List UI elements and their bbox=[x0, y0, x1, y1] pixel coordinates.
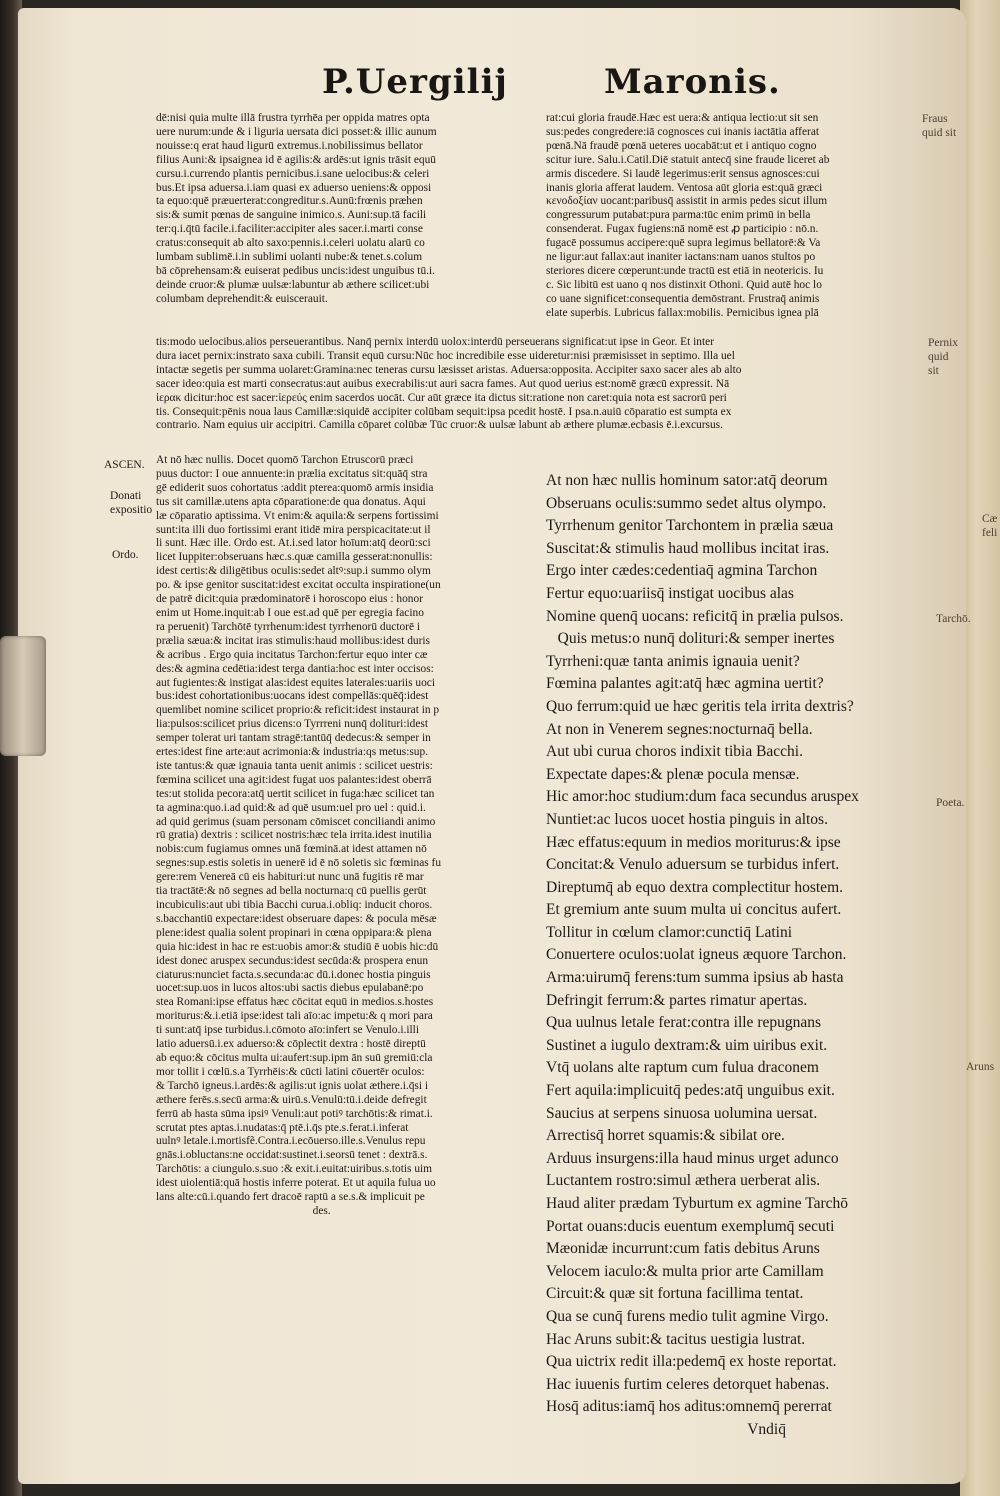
commentary-bottom-line: tus sit camillæ.utens apta cōparatione:de qua donatus. Aqui bbox=[156, 495, 426, 508]
verse-line: Obseruans oculis:summo sedet altus olympo. bbox=[546, 494, 827, 512]
commentary-top-left bbox=[156, 112, 550, 307]
verse-line: Hac Aruns subit:& tacitus uestigia lustrat. bbox=[546, 1330, 806, 1348]
commentary-wide-line: dura iacet pernix:instrato saxa cubili. Transit equū cursu:Nūc hoc incredibile esse uideretur:nisi præmisisset in septimo. Illa uel bbox=[156, 349, 735, 362]
verse-line: At non in Venerem segnes:nocturnaq̄ bella. bbox=[546, 720, 813, 738]
commentary-bottom-line: & Tarchō igneus.i.ardēs:& agilis:ut ignis uolat æthere.i.q̄si i bbox=[156, 1079, 429, 1092]
commentary-top-right-line: rat:cui gloria fraudē.Hæc est uera:& antiqua lectio:ut sit sen bbox=[546, 112, 819, 124]
verse-line: Saucius at serpens sinuosa uolumina uersat. bbox=[546, 1104, 818, 1122]
commentary-bottom-line: læ cōparatio aptissima. Vt enim:& aquila:& serpens fortissimi bbox=[156, 509, 439, 522]
commentary-bottom-line: idest uiolentiā:quā hostis inferre poterat. Et ut aquila fulua uo bbox=[156, 1177, 436, 1190]
commentary-bottom-line: lans alte:cū.i.quando fert dracoē raptū a se.s.& implicuit pe bbox=[156, 1191, 425, 1204]
verse-line: Concitat:& Venulo aduersum se turbidus infert. bbox=[546, 856, 840, 874]
commentary-bottom-line: rū gratia) dextris : scilicet nostris:hæc tela irrita.idest inutilia bbox=[156, 829, 432, 842]
commentary-bottom-line: iste tantus:& quæ ignauia tanta uenit animis : scilicet uestris: bbox=[156, 759, 433, 772]
commentary-top-right-line: congressurum putabat:pura parma:tūc enim primū in bella bbox=[546, 209, 811, 222]
commentary-bottom-line: ferrū ab hasta sūma ipsiꝰ Venuli:aut potiꝰ tarchōtis:& rimat.i. bbox=[156, 1107, 433, 1120]
verse-line: Ergo inter cædes:cedentiaq̄ agmina Tarchon bbox=[546, 562, 818, 580]
commentary-bottom-line: gē ediderit suos cohortatus :addit pterea:quomō armis insidia bbox=[156, 481, 434, 494]
commentary-top-right-line: fugacē possumus accipere:quē supra legimus bellatorē:& Va bbox=[546, 237, 821, 250]
commentary-bottom-line: stea Romani:ipse effatus hæc cōcitat equū in medios.s.hostes bbox=[156, 996, 434, 1009]
commentary-bottom-line: sunt:ita illi duo fortissimi erant itidē mira perspicacitate:ut il bbox=[156, 523, 431, 536]
verse-line: Hac iuuenis furtim celeres detorquet habenas. bbox=[546, 1375, 830, 1393]
commentary-bottom-line: bus:idest cohortationibus:uocans idest compellās:quēq̄:idest bbox=[156, 690, 429, 703]
verse-column bbox=[546, 470, 948, 1442]
commentary-wide-line: contrario. Nam equius uir accipitri. Camilla cōparet colūbæ Tūc cruor:& uulsæ labunt ab æthere plumæ.ecbasis ē.i.excursus. bbox=[156, 419, 723, 432]
commentary-bottom-line: incubiculis:aut ubi tibia Bacchi curua.i.obliq: inducit choros. bbox=[156, 899, 433, 911]
verse-line: Arma:uirumq̄ ferens:tum summa ipsius ab hasta bbox=[546, 969, 844, 987]
commentary-bottom-line: prælia sæua:& incitat iras stimulis:haud mollibus:idest duris bbox=[156, 634, 430, 647]
commentary-top-right-line: elate superbis. Lubricus fallax:mobilis. Pernicibus ignea plā bbox=[546, 306, 819, 319]
verse-line: Hosq̄ aditus:iamq̄ hos aditus:omnemq̄ pererrat bbox=[546, 1398, 832, 1416]
commentary-top-right-line: co uane significet:consequentia demōstrant. Frustraq̄ animis bbox=[546, 292, 820, 305]
commentary-top-left-line: nouisse:q erat haud ligurū extremus.i.nobilissimus bellator bbox=[156, 139, 423, 152]
commentary-wide-line: intactæ segetis per summa uolaret:Gramina:nec teneras cursu læsisset aristas. Aduersa:opposita. Accipiter saxo sacer ales ab alto bbox=[156, 363, 742, 376]
verse-line: Conuertere oculos:uolat igneus æquore Tarchon. bbox=[546, 946, 847, 964]
verse-line: Portat ouans:ducis euentum exemplumq̄ secuti bbox=[546, 1217, 835, 1235]
verse-line: Fert aquila:implicuitq̄ pedes:atq̄ unguibus exit. bbox=[546, 1082, 835, 1100]
margin-note-aruns: Aruns bbox=[966, 1061, 995, 1073]
margin-note-fraus: Fraus quid sit bbox=[922, 113, 957, 139]
commentary-bottom-line: licet Iuppiter:obseruans hæc.s.quæ camilla gesserat:nonullis: bbox=[156, 551, 433, 564]
margin-note-tarchon: Tarchō. bbox=[936, 613, 971, 625]
verse-line: Velocem iaculo:& multa prior arte Camillam bbox=[546, 1262, 824, 1280]
commentary-top-left-line: bus.Et ipsa aduersa.i.iam quasi ex aduerso ueniens:& opposi bbox=[156, 181, 432, 194]
book-clasp bbox=[0, 636, 46, 756]
verse-line: Expectate dapes:& plenæ pocula mensæ. bbox=[546, 765, 800, 783]
commentary-top-left-line: lumbam sublimē.i.in sublimi uolanti nube:& tenet.s.colum bbox=[156, 251, 423, 264]
verse-line: Suscitat:& stimulis haud mollibus incitat iras. bbox=[546, 539, 830, 557]
verse-line: Aut ubi curua choros indixit tibia Bacchi. bbox=[546, 743, 803, 761]
commentary-top-left-line: ter:q.i.q̄tū facile.i.faciliter:accipiter ales sacer.i.marti conse bbox=[156, 223, 423, 236]
commentary-bottom-line: ab equo:& cōcitus multa ui:aufert:sup.ipm ān suū gremiū:cla bbox=[156, 1051, 433, 1064]
verse-line: Et gremium ante suum multa ui concitus aufert. bbox=[546, 901, 842, 919]
commentary-bottom-line: latio aduersū.i.ex aduerso:& cōplectit dextra : hostē direptū bbox=[156, 1038, 426, 1051]
commentary-bottom-line: gere:rem Venereā cū eis habituri:ut nunc unā fugitis rē mar bbox=[156, 871, 424, 884]
commentary-bottom-line: ta agmina:quo.i.ad quid:& ad quē usum:uel pro uel : quid.i. bbox=[156, 801, 426, 814]
margin-note-pernix: Pernix quid sit bbox=[928, 337, 959, 377]
commentary-top-left-line: cratus:consequit ab alto saxo:pennis.i.celeri uolatu alarū co bbox=[156, 237, 425, 250]
verse-line: Arduus insurgens:illa haud minus urget adunco bbox=[546, 1149, 839, 1167]
commentary-bottom-line: scrutat ptes aptas.i.nudatas:q̄ ptē.i.q̄s pte.s.ferat.i.inferat bbox=[156, 1121, 409, 1134]
commentary-bottom-line: æthere ferēs.s.secū arma:& uirū.s.Venulū:tū.i.deide defregit bbox=[156, 1093, 427, 1106]
commentary-top-left-line: bā cōprehensam:& euiserat pedibus uncis:idest unguibus tū.i. bbox=[156, 264, 436, 277]
commentary-bottom-line: ertes:idest fine arte:aut acrimonia:& industria:qs metus:sup. bbox=[156, 746, 429, 759]
header-author: P.Uergilij bbox=[322, 62, 508, 102]
commentary-top-right bbox=[546, 112, 938, 321]
verse-line: Sustinet a iugulo dextram:& uim uiribus exit. bbox=[546, 1036, 828, 1054]
commentary-top-right-line: scitur iure. Salu.i.Catil.Diē statuit antecq̄ sine fraude liceret ab bbox=[546, 153, 830, 166]
commentary-bottom-line: tes:ut stolida pecora:atq̄ uertit scilicet in fuga:hæc scilicet tan bbox=[156, 787, 435, 800]
verse-line: Vtq̄ uolans alte raptum cum fulua draconem bbox=[546, 1059, 819, 1077]
commentary-top-left-line: uere nurum:unde & i liguria uersata dici posset:& illic aunum bbox=[156, 125, 437, 138]
commentary-top-right-line: armis discedere. Si laudē legerimus:erit sensus agnosces:cui bbox=[546, 167, 820, 180]
commentary-bottom-line: aut fugientes:& instigat alas:idest equites laterales:uariis uoci bbox=[156, 676, 435, 689]
verse-line: Qua se cunq̄ furens medio tulit agmine Virgo. bbox=[546, 1307, 829, 1325]
margin-note-ascen: ASCEN. bbox=[104, 459, 145, 471]
verse-line: Nuntiet:ac lucos uocet hostia pinguis in altos. bbox=[546, 810, 828, 828]
verse-line: Defringit ferrum:& partes rimatur apertas. bbox=[546, 991, 808, 1009]
commentary-bottom-line: semper tolerat uri tantam stragē:tantūq̄ dedecus:& semper in bbox=[156, 732, 431, 745]
commentary-bottom-line: ciaturus:nunciet facta.s.secunda:ac dū.i.donec hostia pinguis bbox=[156, 968, 431, 981]
commentary-bottom-line: moriturus:&.i.etiā ipse:idest tali aīo:ac impetu:& q mori para bbox=[156, 1010, 433, 1023]
margin-note-cae: Cæ feli bbox=[982, 513, 998, 539]
verse-line: Qua uulnus letale ferat:contra ille repugnans bbox=[546, 1014, 822, 1032]
verse-line: Nomine quenq̄ uocans: reficitq̄ in prælia pulsos. bbox=[546, 607, 844, 625]
verse-line: Haud aliter prædam Tyburtum ex agmine Tarchō bbox=[546, 1195, 849, 1212]
commentary-bottom-line: nobis:cum fugiamus omnes unā fœminā.at idest attamen nō bbox=[156, 843, 427, 856]
commentary-bottom-line: mor tollit i cœlū.s.a Tyrrhēis:& cūcti latini cōuertēr oculos: bbox=[156, 1065, 425, 1078]
commentary-bottom-line: de patrē dicit:quia prædominatorē i horoscopo eius : honor bbox=[156, 593, 423, 606]
commentary-bottom-line: s.bacchantiū expectare:idest obseruare dapes: & pocula mēsæ bbox=[156, 912, 437, 925]
commentary-top-left-line: sis:& sumit pœnas de sanguine inimico.s. Auni:sup.tā facili bbox=[156, 209, 427, 222]
commentary-bottom-line: idest certis:& diligētibus oculis:sedet altꝰ:sup.i summo olym bbox=[156, 565, 431, 578]
commentary-bottom-line: enim ut Home.inquit:ab I oue est.ad quē per egregia facino bbox=[156, 606, 424, 619]
commentary-bottom-line: Tarchōtis: a ciungulo.s.suo :& exit.i.euitat:uiribus.s.totis uim bbox=[156, 1163, 433, 1176]
commentary-bottom-line: gnās.i.obluctans:ne occidat:sustinet.i.seorsū tenet : dextrā.s. bbox=[156, 1149, 428, 1162]
verse-line: Hic amor:hoc studium:dum faca secundus aruspex bbox=[546, 788, 859, 806]
header-author-surname: Maronis. bbox=[604, 62, 781, 102]
commentary-top-left-line: dē:nisi quia multe illā frustra tyrrhēa per oppida matres opta bbox=[156, 112, 430, 124]
commentary-bottom-line: quemlibet nomine scilicet proprio:& reficit:idest instaurat in p bbox=[156, 704, 440, 717]
verse-line: Fœmina palantes agit:atq̄ hæc agmina uertit? bbox=[546, 675, 824, 693]
commentary-bottom-line: uocet:sup.uos in lucos altos:ubi sactis diebus epulabanē:po bbox=[156, 982, 424, 995]
commentary-top-left-line: ta equo:quē præuerterat:congreditur.s.Aunū:frœnis præhen bbox=[156, 195, 423, 208]
verse-line: Quis metus:o nunq̄ dolituri:& semper inertes bbox=[546, 630, 835, 648]
commentary-bottom-line: ti sunt:atq̄ ipse turbidus.i.cōmoto aīo:infert se Venulo.i.illi bbox=[156, 1024, 420, 1037]
commentary-bottom-line: lia:pulsos:scilicet prius dicens:o Tyrrreni nunq̄ dolituri:idest bbox=[156, 718, 429, 731]
commentary-wide bbox=[156, 336, 938, 433]
commentary-top-left-line: deinde cruor:& plumæ uulsæ:labuntur ab æthere scilicet:ubi bbox=[156, 278, 430, 291]
verse-line: Luctantem rostro:simul æthera uerberat alis. bbox=[546, 1172, 821, 1190]
verse-line: Arrectisq̄ horret squamis:& sibilat ore. bbox=[546, 1127, 785, 1145]
commentary-bottom-line: li sunt. Hæc ille. Ordo est. At.i.sed lator hoīum:atq̄ deorū:sci bbox=[156, 537, 431, 550]
commentary-bottom-line: ra peruenit) Tarchōtē tyrrhenum:idest tyrrhenorū ductorē i bbox=[156, 620, 421, 633]
commentary-top-left-line: columbam deprehendit:& euiscerauit. bbox=[156, 292, 328, 305]
next-page-edge bbox=[960, 0, 1000, 1496]
verse-line: Fertur equo:uariisq̄ instigat uocibus alas bbox=[546, 584, 794, 602]
verse-line: Mæonidæ incurrunt:cum fatis debitus Aruns bbox=[546, 1240, 820, 1258]
verse-line: Tollitur in cœlum clamor:cunctiq̄ Latini bbox=[546, 923, 792, 941]
commentary-bottom-line: uulnꝰ letale.i.mortisfẽ.Contra.i.ecōuerso.ille.s.Venulus repu bbox=[156, 1135, 426, 1148]
commentary-bottom-line: ad quid gerimus (suam personam cōmiscet conciliandi animo bbox=[156, 815, 436, 828]
commentary-wide-line: ἱερακ dicitur:hoc est sacer:ἱερεύς enim sacerdos uocāt. Cur aūt græce ita dictus sit:ratione non caret:quia nota est sacrorū peri bbox=[156, 391, 727, 404]
commentary-top-right-line: ne ligur:aut fallax:aut inaniter iactans:nam uanos stultos po bbox=[546, 251, 816, 264]
commentary-bottom-line: tia tractātē:& nō segnes ad bella nocturna:q cū puellis gerūt bbox=[156, 885, 427, 898]
commentary-bottom-line: At nō hæc nullis. Docet quomō Tarchon Etruscorū præci bbox=[156, 454, 414, 466]
commentary-top-right-line: c. Sic libitū est uano q nos distinxit Othoni. Quid autē hoc lo bbox=[546, 278, 822, 291]
verse-line: Direptumq̄ ab equo dextra complectitur hostem. bbox=[546, 878, 843, 896]
verse-line: Circuit:& quæ sit fortuna facillima tentat. bbox=[546, 1285, 804, 1303]
commentary-top-right-line: consenderat. Fugax fugiens:nā nomē est ꝓ participio : nō.n. bbox=[546, 223, 819, 236]
commentary-bottom-line: plene:idest qualia solent propinari in cœna oppipara:& plena bbox=[156, 926, 432, 939]
commentary-top-left-line: cursu.i.currendo plantis pernicibus.i.sane uelocibus:& celeri bbox=[156, 167, 430, 180]
commentary-bottom-line: des:& agmina cedētia:idest terga dantia:hoc est inter occisos: bbox=[156, 662, 434, 675]
commentary-bottom-line: puus ductor: I oue annuente:in prælia excitatus sit:quāq̄ stra bbox=[156, 467, 428, 480]
commentary-wide-line: tis. Consequit:pēnis noua laus Camillæ:siquidē accipiter colūbam sequit:ipsa pcedit hostē. I psa.n.auiū cōparatio est sumpta ex bbox=[156, 405, 732, 418]
commentary-bottom bbox=[156, 454, 556, 1219]
commentary-top-right-line: pœnā.Nā fraudē pœnā ueteres uocabāt:ut et i antiquo cogno bbox=[546, 139, 817, 152]
commentary-top-right-line: κενοδοξίαν uocant:paribusq̄ assistit in armis pedes sicut illum bbox=[546, 195, 828, 208]
commentary-top-left-line: filius Auni:& ipsaignea id ē agilis:& ardēs:ut ignis trāsit equū bbox=[156, 153, 436, 166]
verse-line: Tyrrhenum genitor Tarchontem in prælia sæua bbox=[546, 517, 834, 535]
commentary-bottom-line: po. & ipse genitor suscitat:idest excitat occulta inspiratione(un bbox=[156, 579, 441, 592]
margin-note-poeta: Poeta. bbox=[936, 797, 965, 809]
commentary-top-right-line: sus:pedes congredere:iā cognosces cui inanis iactātia afferat bbox=[546, 125, 820, 138]
commentary-bottom-line: segnes:sup.estis soletis in uenerē id ē nō soletis sic fœminas fu bbox=[156, 857, 442, 870]
verse-line: Quo ferrum:quid ue hæc geritis tela irrita dextris? bbox=[546, 697, 854, 715]
commentary-top-right-line: steriores dicere cœperunt:unde tractū est etiā in neotericis. Iu bbox=[546, 264, 824, 277]
commentary-wide-line: sacer ideo:quia est marti consecratus:aut auibus execrabilis:ut auri sacra fames. Aut quod uerius est:nomē græcū expressit. Nā bbox=[156, 377, 730, 390]
commentary-bottom-line: idest donec aruspex secundus:idest secūda:& prospera enun bbox=[156, 954, 429, 967]
margin-note-donati: Donati expositio bbox=[110, 490, 153, 516]
verse-line: Hæc effatus:equum in medios moriturus:& ipse bbox=[546, 833, 841, 851]
commentary-bottom-line: des. bbox=[156, 1204, 331, 1217]
verse-line: At non hæc nullis hominum sator:atq̄ deorum bbox=[546, 472, 828, 489]
verse-line: Vndiq̄ bbox=[546, 1420, 786, 1438]
commentary-top-right-line: inanis gloria afferat laudem. Ventosa aūt gloria est:quā græci bbox=[546, 181, 823, 194]
commentary-bottom-line: quia hic:idest in hac re est:uobis amor:& studiū ē uobis hic:dū bbox=[156, 940, 439, 953]
commentary-bottom-line: & acribus . Ergo quia incitatus Tarchon:fertur equo inter cæ bbox=[156, 648, 428, 661]
verse-line: Qua uictrix redit illa:pedemq̄ ex hoste reportat. bbox=[546, 1353, 837, 1371]
verse-line: Tyrrheni:quæ tanta animis ignauia uenit? bbox=[546, 652, 800, 670]
commentary-wide-line: tis:modo uelocibus.alios perseuerantibus. Nanq̄ pernix interdū uolox:interdū perseuerans significat:ut ipse in Geor. Et inter bbox=[156, 336, 715, 348]
commentary-bottom-line: fœmina scilicet una agit:idest fugat uos palantes:idest oberrā bbox=[156, 773, 432, 786]
margin-note-ordo: Ordo. bbox=[112, 549, 139, 561]
